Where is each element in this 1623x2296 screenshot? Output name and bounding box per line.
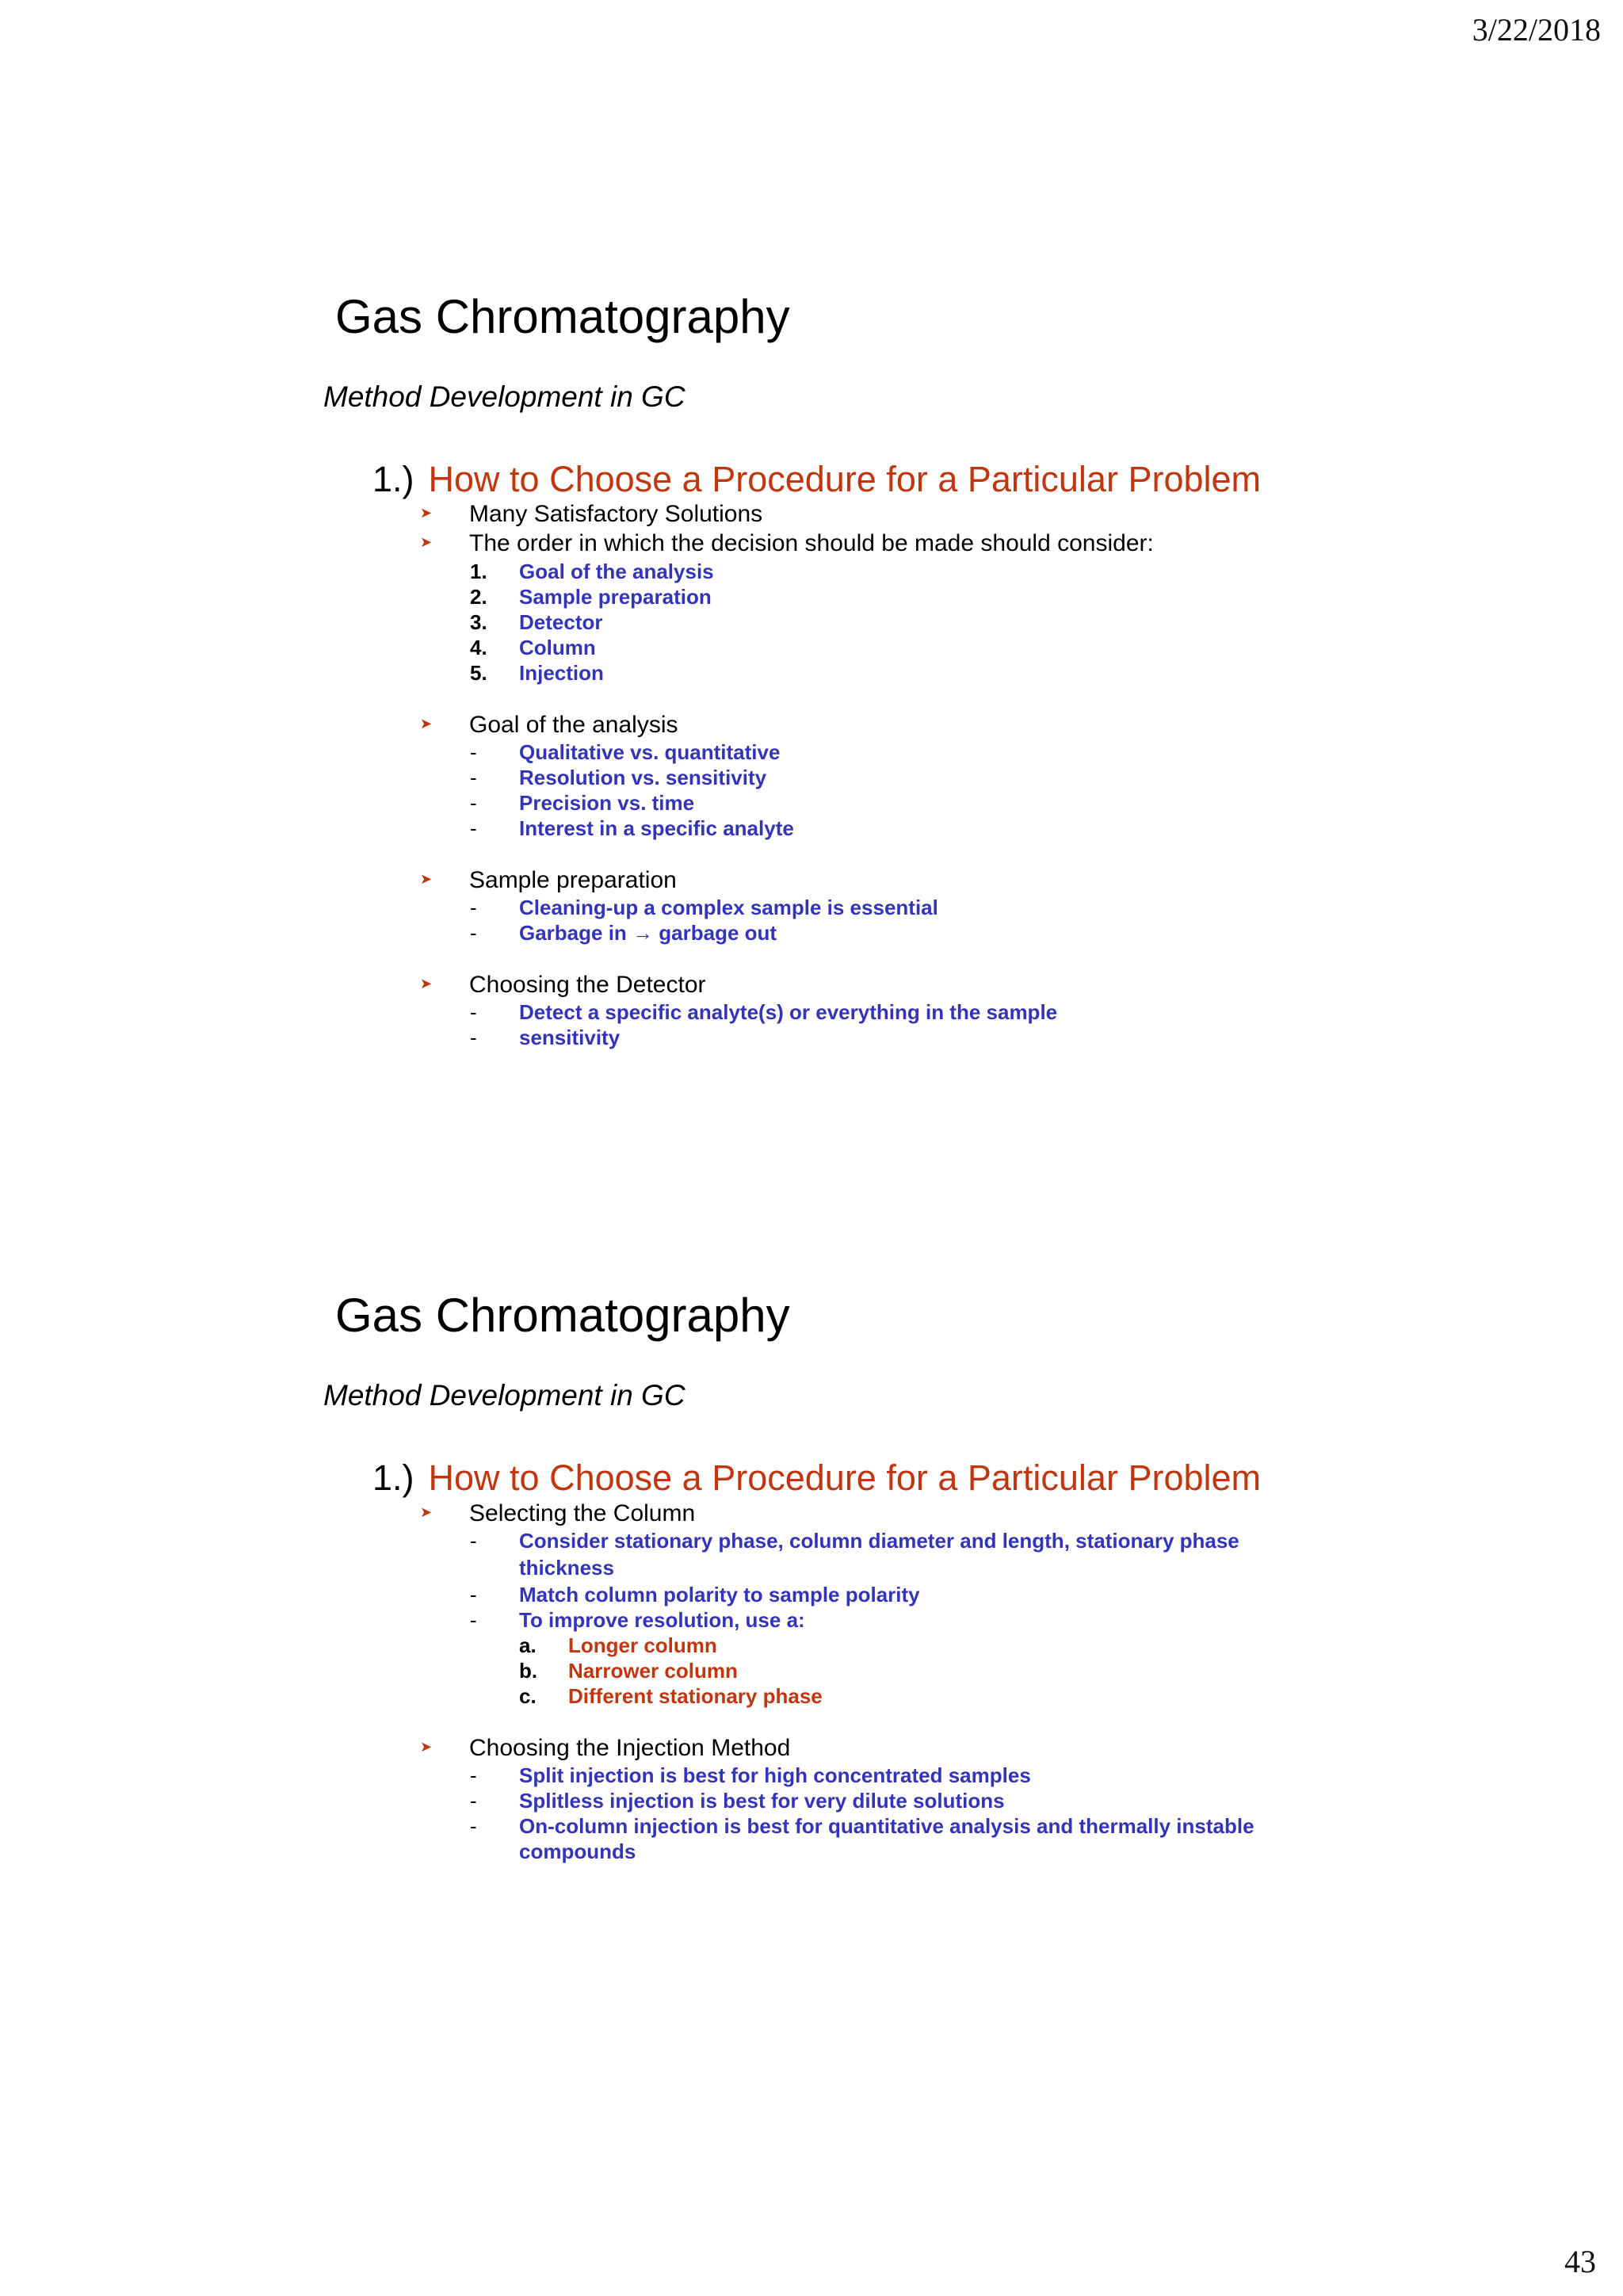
heading-number: 1.) <box>372 459 414 499</box>
bullet-item: ➤ The order in which the decision should be made should consider: <box>420 530 1154 556</box>
print-date: 3/22/2018 <box>1472 12 1601 48</box>
slide-subtitle: Method Development in GC <box>323 1379 685 1412</box>
arrow-bullet-icon: ➤ <box>420 505 433 521</box>
slide-title: Gas Chromatography <box>335 290 790 343</box>
numbered-item: 3. Detector <box>470 610 603 634</box>
dash-item: - Split injection is best for high concentrated samples <box>470 1763 1031 1787</box>
numbered-item: 4. Column <box>470 636 596 659</box>
page-number: 43 <box>1564 2244 1596 2279</box>
arrow-bullet-icon: ➤ <box>420 976 433 992</box>
dash-item: - Interest in a specific analyte <box>470 816 794 840</box>
dash-item: - Consider stationary phase, column diameter and length, stationary phase <box>470 1529 1239 1553</box>
dash-item: - Precision vs. time <box>470 791 695 815</box>
bullet-item: ➤ Choosing the Injection Method <box>420 1735 791 1761</box>
heading-text: How to Choose a Procedure for a Particular Problem <box>428 1457 1262 1498</box>
dash-item: - Garbage in → garbage out <box>470 921 777 945</box>
lettered-item: b. Narrower column <box>519 1659 738 1683</box>
heading-text: How to Choose a Procedure for a Particular Problem <box>428 459 1262 499</box>
dash-item-continuation: compounds <box>519 1839 636 1863</box>
heading-number: 1.) <box>372 1457 414 1498</box>
dash-item: - Resolution vs. sensitivity <box>470 766 767 789</box>
arrow-bullet-icon: ➤ <box>420 716 433 732</box>
lettered-item: c. Different stationary phase <box>519 1684 823 1708</box>
bullet-item: ➤ Sample preparation <box>420 867 677 893</box>
arrow-bullet-icon: ➤ <box>420 1504 433 1521</box>
dash-item: - On-column injection is best for quantitative analysis and thermally instable <box>470 1814 1254 1838</box>
arrow-bullet-icon: ➤ <box>420 871 433 888</box>
bullet-item: ➤ Choosing the Detector <box>420 972 706 998</box>
dash-item: - Cleaning-up a complex sample is essential <box>470 896 938 919</box>
bullet-item: ➤ Goal of the analysis <box>420 712 678 738</box>
section-heading <box>372 1457 1262 1498</box>
dash-item: - Match column polarity to sample polarity <box>470 1583 920 1606</box>
dash-item: - To improve resolution, use a: <box>470 1608 805 1632</box>
arrow-bullet-icon: ➤ <box>420 1739 433 1755</box>
bullet-item: ➤ Selecting the Column <box>420 1500 696 1526</box>
slide-title: Gas Chromatography <box>335 1289 790 1342</box>
dash-item: - sensitivity <box>470 1026 621 1049</box>
numbered-item: 1. Goal of the analysis <box>470 560 714 583</box>
slide-subtitle: Method Development in GC <box>323 380 685 413</box>
dash-item: - Qualitative vs. quantitative <box>470 740 781 764</box>
dash-item: - Splitless injection is best for very dilute solutions <box>470 1789 1005 1813</box>
bullet-item: ➤ Many Satisfactory Solutions <box>420 501 763 527</box>
section-heading <box>372 461 1261 497</box>
dash-item-continuation: thickness <box>519 1556 614 1580</box>
arrow-bullet-icon: ➤ <box>420 534 433 551</box>
numbered-item: 5. Injection <box>470 661 604 685</box>
lettered-item: a. Longer column <box>519 1633 717 1657</box>
dash-item: - Detect a specific analyte(s) or everything in the sample <box>470 1000 1058 1024</box>
clipped-line <box>470 1051 834 1057</box>
numbered-item: 2. Sample preparation <box>470 585 712 609</box>
